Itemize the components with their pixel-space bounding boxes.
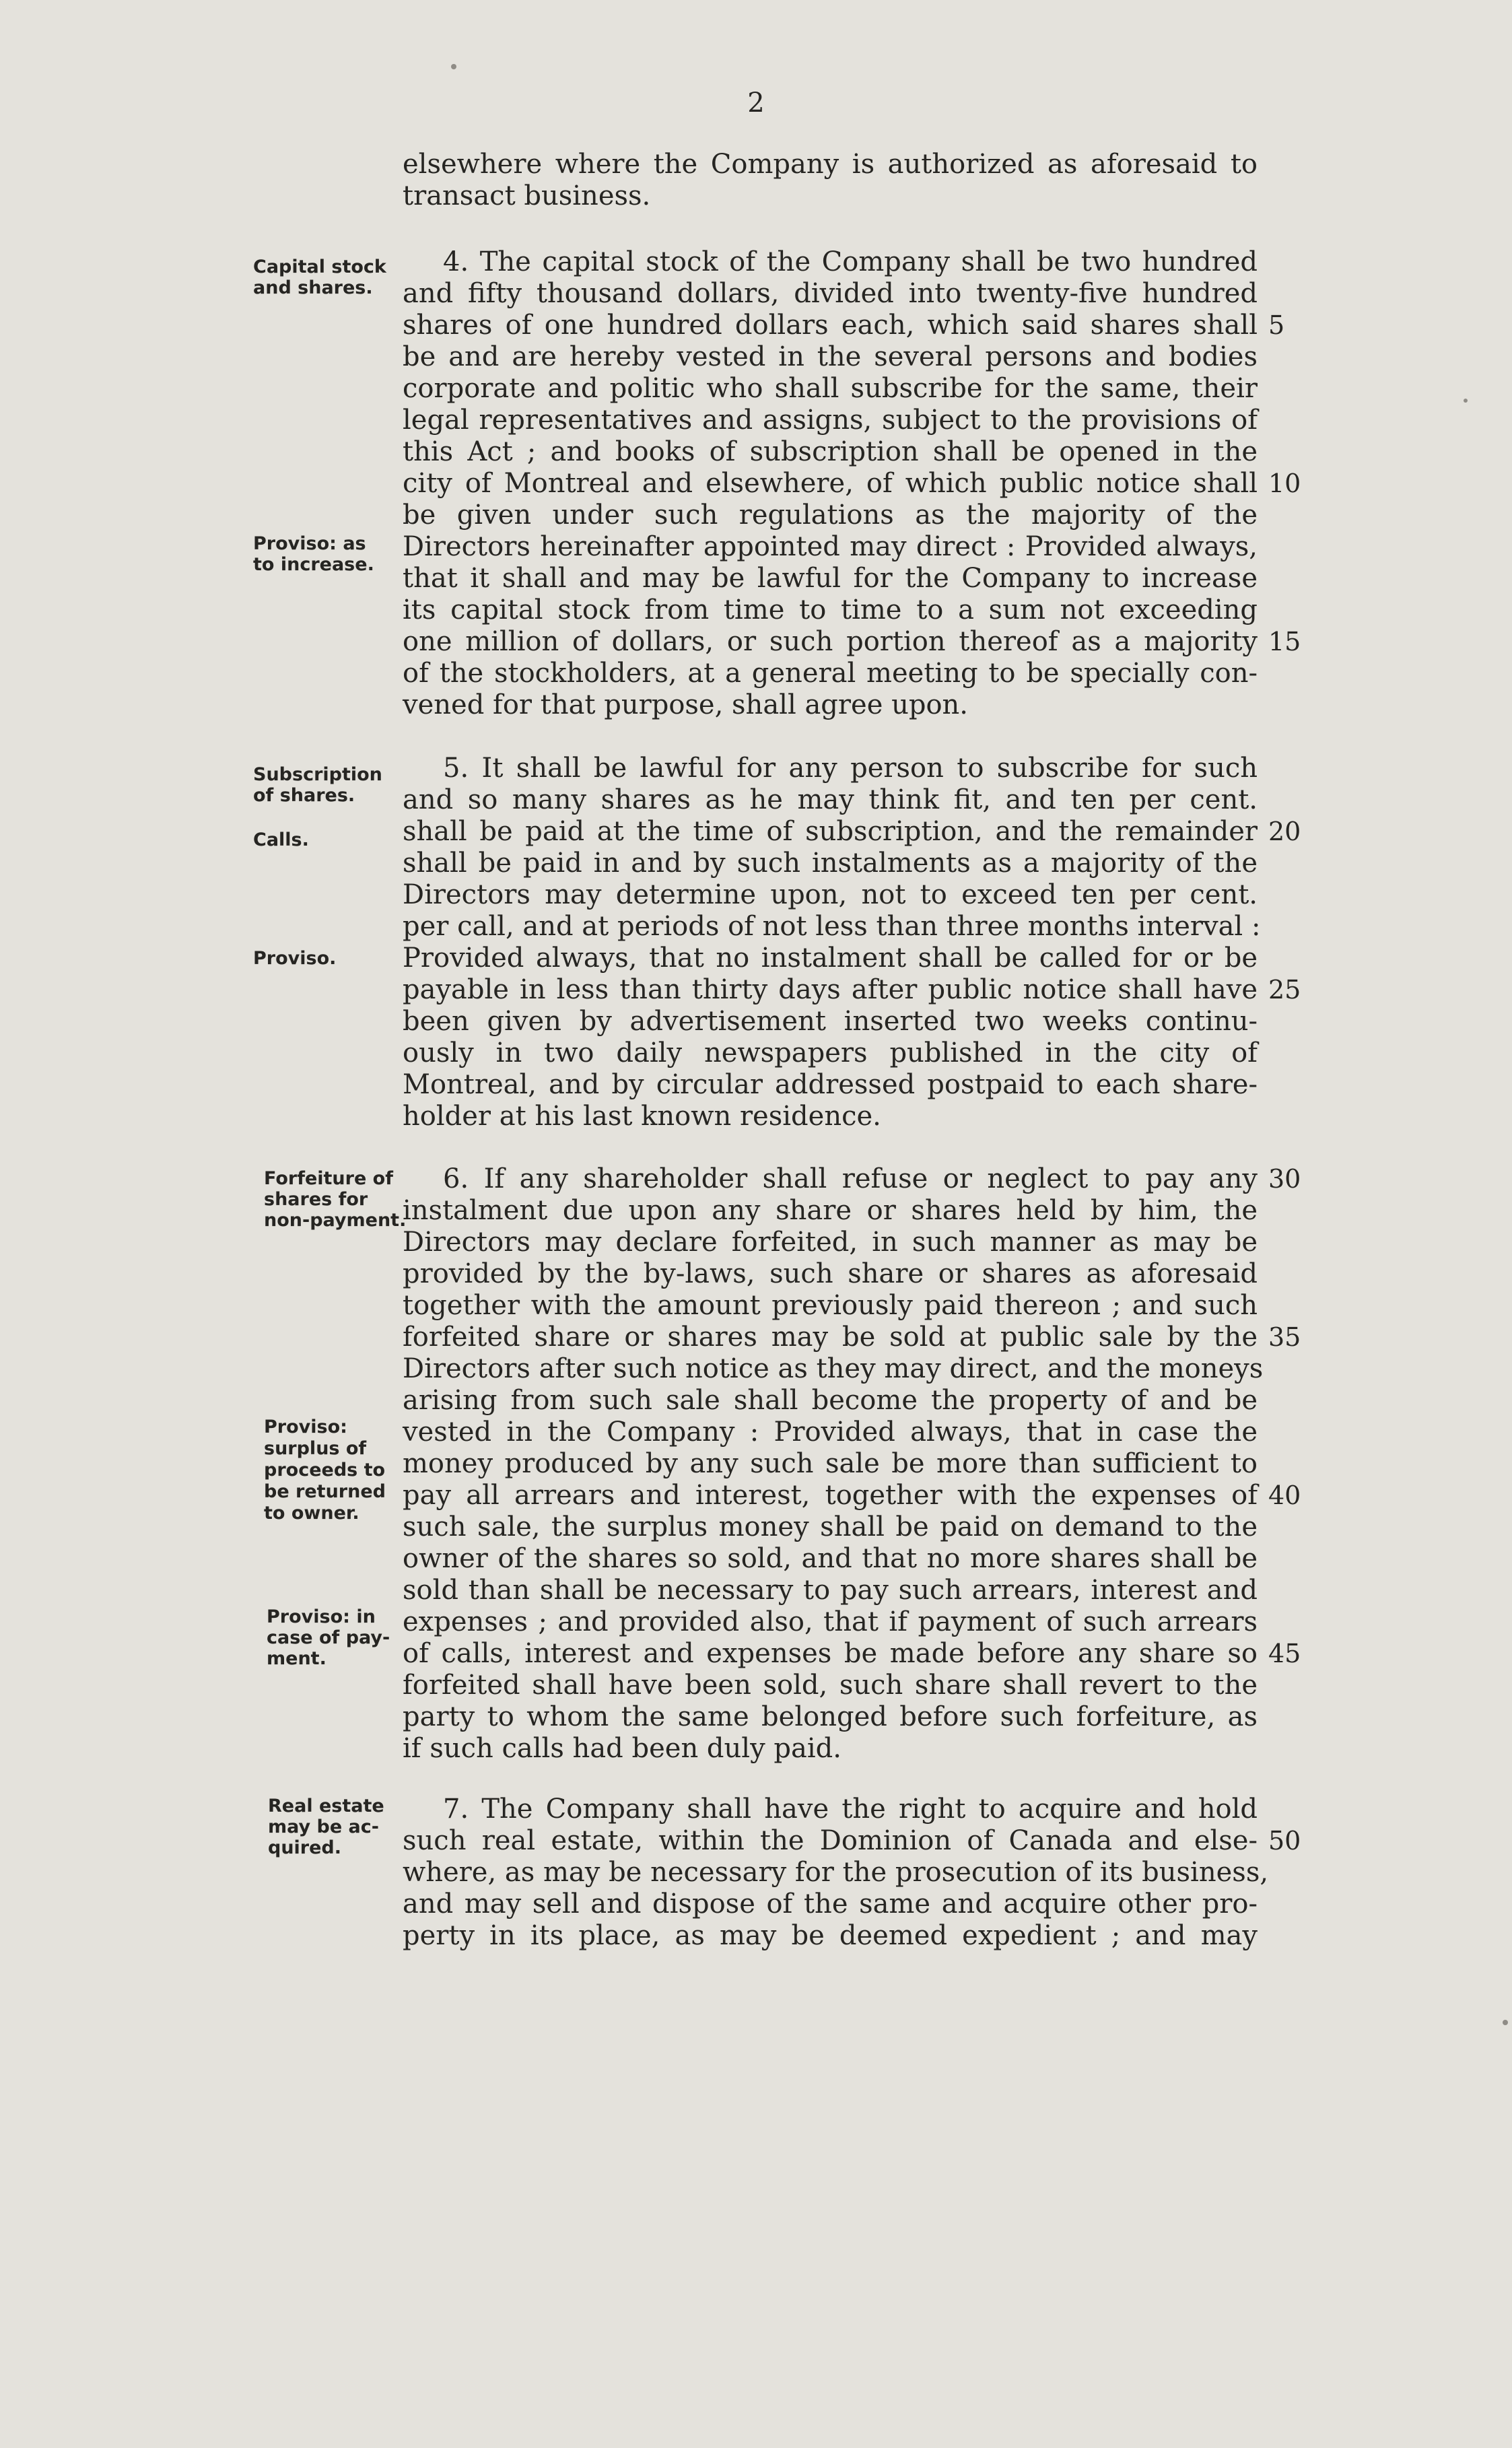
margin-note-capital-stock: Capital stock and shares. xyxy=(253,257,386,298)
text-line: elsewhere where the Company is authorized as aforesaid to xyxy=(403,149,1258,180)
text-line: Provided always, that no instalment shall be called for or be xyxy=(403,943,1258,974)
margin-note-calls: Calls. xyxy=(253,829,309,850)
text-line: be and are hereby vested in the several persons and bodies xyxy=(403,341,1258,372)
section-6-first-line: 6. If any shareholder shall refuse or neglect to pay any xyxy=(443,1163,1258,1194)
paper-speck xyxy=(451,64,456,69)
text-line: if such calls had been duly paid. xyxy=(403,1733,841,1764)
text-line: that it shall and may be lawful for the Company to increase xyxy=(403,563,1258,594)
text-line: Montreal, and by circular addressed postpaid to each share- xyxy=(403,1069,1258,1100)
text-line: of calls, interest and expenses be made before any share so xyxy=(403,1638,1258,1669)
line-number: 20 xyxy=(1268,817,1301,846)
text-line: shall be paid in and by such instalments as a majority of the xyxy=(403,848,1258,879)
margin-note-subscription: Subscription of shares. xyxy=(253,764,382,806)
text-line: expenses ; and provided also, that if payment of such arrears xyxy=(403,1606,1258,1637)
section-5-first-line: 5. It shall be lawful for any person to subscribe for such xyxy=(443,753,1258,784)
text-line: vested in the Company : Provided always, that in case the xyxy=(403,1417,1258,1448)
text-line: forfeited share or shares may be sold at public sale by the xyxy=(403,1322,1258,1353)
text-line: Directors may determine upon, not to exceed ten per cent. xyxy=(403,879,1258,910)
text-line: and may sell and dispose of the same and acquire other pro- xyxy=(403,1889,1258,1919)
section-7-first-line: 7. The Company shall have the right to acquire and hold xyxy=(443,1794,1258,1825)
text-line: vened for that purpose, shall agree upon. xyxy=(403,689,969,720)
text-line: pay all arrears and interest, together with the expenses of xyxy=(403,1480,1258,1511)
line-number: 15 xyxy=(1268,627,1301,656)
text-line: this Act ; and books of subscription shall be opened in the xyxy=(403,436,1258,467)
line-number: 30 xyxy=(1268,1164,1301,1194)
line-number: 25 xyxy=(1268,975,1301,1005)
text-line: forfeited shall have been sold, such share shall revert to the xyxy=(403,1670,1258,1701)
text-line: together with the amount previously paid thereon ; and such xyxy=(403,1290,1258,1321)
line-number: 40 xyxy=(1268,1481,1301,1510)
margin-note-proviso: Proviso. xyxy=(253,948,337,969)
line-number: 5 xyxy=(1268,310,1285,340)
line-number: 45 xyxy=(1268,1639,1301,1668)
text-line: shares of one hundred dollars each, which said shares shall xyxy=(403,310,1258,341)
line-number: 35 xyxy=(1268,1322,1301,1352)
text-line: provided by the by-laws, such share or shares as aforesaid xyxy=(403,1258,1258,1289)
text-line: where, as may be necessary for the prosecution of its business, xyxy=(403,1857,1269,1888)
paper-speck xyxy=(1464,399,1468,403)
text-line: and so many shares as he may think fit, and ten per cent. xyxy=(403,784,1258,815)
text-line: shall be paid at the time of subscription, and the remainder xyxy=(403,816,1258,847)
text-line: been given by advertisement inserted two weeks continu- xyxy=(403,1006,1258,1037)
text-line: such real estate, within the Dominion of Canada and else- xyxy=(403,1825,1258,1856)
text-line: legal representatives and assigns, subject to the provisions of xyxy=(403,405,1258,436)
text-line: corporate and politic who shall subscribe for the same, their xyxy=(403,373,1258,404)
text-line: payable in less than thirty days after public notice shall have xyxy=(403,974,1258,1005)
margin-note-proviso-payment: Proviso: in case of pay- ment. xyxy=(267,1606,390,1669)
paper-speck xyxy=(1503,2020,1508,2025)
text-line: Directors may declare forfeited, in such manner as may be xyxy=(403,1227,1258,1258)
section-4-first-line: 4. The capital stock of the Company shall be two hundred xyxy=(443,246,1258,277)
text-line: money produced by any such sale be more than sufficient to xyxy=(403,1448,1258,1479)
text-line: perty in its place, as may be deemed expedient ; and may xyxy=(403,1920,1258,1951)
text-line: arising from such sale shall become the property of and be xyxy=(403,1385,1258,1416)
text-line: city of Montreal and elsewhere, of which public notice shall xyxy=(403,468,1258,499)
text-line: such sale, the surplus money shall be paid on demand to the xyxy=(403,1511,1258,1542)
margin-note-real-estate: Real estate may be ac- quired. xyxy=(268,1796,384,1858)
text-line: one million of dollars, or such portion thereof as a majority xyxy=(403,626,1258,657)
margin-note-proviso-surplus: Proviso: surplus of proceeds to be returned to owner. xyxy=(264,1417,386,1524)
text-line: ously in two daily newspapers published in the city of xyxy=(403,1038,1258,1068)
text-line: party to whom the same belonged before such forfeiture, as xyxy=(403,1701,1258,1732)
text-line: its capital stock from time to time to a sum not exceeding xyxy=(403,594,1258,625)
text-line: transact business. xyxy=(403,180,651,211)
text-line: owner of the shares so sold, and that no more shares shall be xyxy=(403,1543,1258,1574)
text-line: Directors after such notice as they may direct, and the moneys xyxy=(403,1353,1264,1384)
text-line: instalment due upon any share or shares held by him, the xyxy=(403,1195,1258,1226)
line-number: 10 xyxy=(1268,469,1301,498)
text-line: sold than shall be necessary to pay such arrears, interest and xyxy=(403,1575,1258,1606)
margin-note-forfeiture: Forfeiture of shares for non-payment. xyxy=(264,1168,407,1231)
text-line: and fifty thousand dollars, divided into twenty-five hundred xyxy=(403,278,1258,309)
text-line: holder at his last known residence. xyxy=(403,1101,881,1132)
line-number: 50 xyxy=(1268,1826,1301,1856)
text-line: be given under such regulations as the majority of the xyxy=(403,500,1258,531)
text-line: Directors hereinafter appointed may direct : Provided always, xyxy=(403,531,1258,562)
text-line: per call, and at periods of not less than three months interval : xyxy=(403,911,1261,942)
page-number: 2 xyxy=(747,88,765,118)
margin-note-proviso-increase: Proviso: as to increase. xyxy=(253,533,374,575)
text-line: of the stockholders, at a general meeting to be specially con- xyxy=(403,658,1258,689)
